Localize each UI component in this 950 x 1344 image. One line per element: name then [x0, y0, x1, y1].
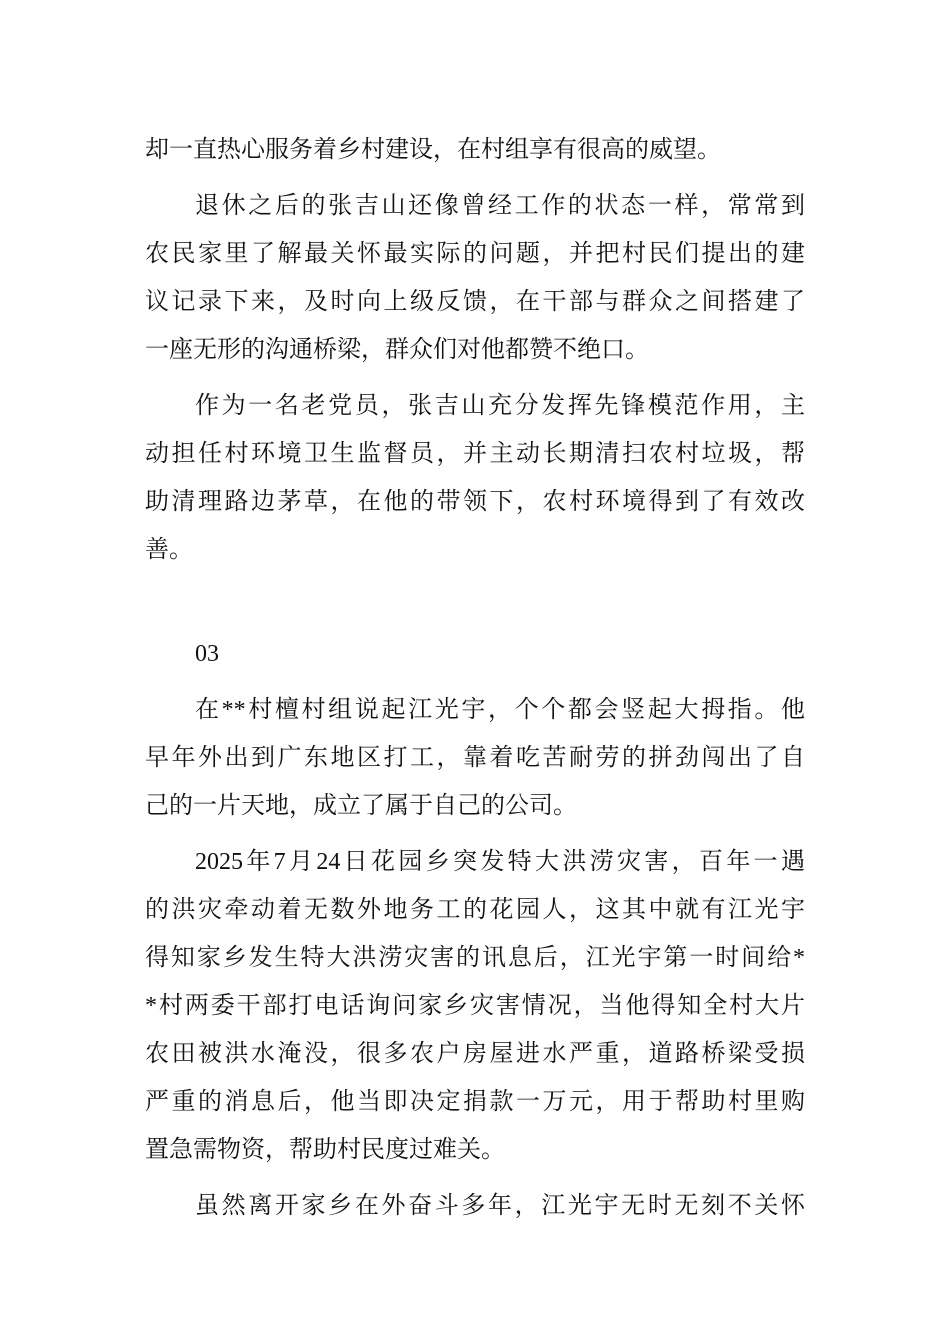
- paragraph: [145, 1182, 805, 1230]
- section-heading: [145, 630, 805, 678]
- text-line: 一座无形的沟通桥梁，群众们对他都赞不绝口。: [145, 337, 649, 363]
- text-line: 退休之后的张吉山还像曾经工作的状态一样，常常到: [195, 193, 805, 219]
- text-line: 置急需物资，帮助村民度过难关。: [145, 1137, 505, 1163]
- text-line: 03: [195, 641, 219, 667]
- text-line: 助清理路边茅草，在他的带领下，农村环境得到了有效改: [145, 489, 805, 515]
- text-line: 农民家里了解最关怀最实际的问题，并把村民们提出的建: [145, 241, 805, 267]
- text-line: 在**村檀村组说起江光宇，个个都会竖起大拇指。他: [195, 697, 805, 723]
- text-line: 己的一片天地，成立了属于自己的公司。: [145, 793, 577, 819]
- paragraph: [145, 382, 805, 574]
- text-line: 善。: [145, 537, 193, 563]
- text-line: 却一直热心服务着乡村建设，在村组享有很高的威望。: [145, 137, 721, 163]
- paragraph: [145, 126, 805, 174]
- document-page: [145, 126, 805, 1238]
- text-line: *村两委干部打电话询问家乡灾害情况，当他得知全村大片: [145, 993, 805, 1019]
- text-line: 虽然离开家乡在外奋斗多年，江光宇无时无刻不关怀: [195, 1193, 805, 1219]
- text-line: 严重的消息后，他当即决定捐款一万元，用于帮助村里购: [145, 1089, 805, 1115]
- blank-line: [145, 582, 805, 630]
- text-line: 的洪灾牵动着无数外地务工的花园人，这其中就有江光宇: [145, 897, 805, 923]
- text-line: 议记录下来，及时向上级反馈，在干部与群众之间搭建了: [145, 289, 805, 315]
- text-line: 得知家乡发生特大洪涝灾害的讯息后，江光宇第一时间给*: [145, 945, 805, 971]
- text-line: 2025年7月24日花园乡突发特大洪涝灾害，百年一遇: [195, 849, 805, 875]
- text-line: 作为一名老党员，张吉山充分发挥先锋模范作用，主: [195, 393, 805, 419]
- text-line: 农田被洪水淹没，很多农户房屋进水严重，道路桥梁受损: [145, 1041, 805, 1067]
- text-line: 动担任村环境卫生监督员，并主动长期清扫农村垃圾，帮: [145, 441, 805, 467]
- paragraph: [145, 686, 805, 830]
- text-line: 早年外出到广东地区打工，靠着吃苦耐劳的拼劲闯出了自: [145, 745, 805, 771]
- paragraph: [145, 838, 805, 1174]
- paragraph: [145, 182, 805, 374]
